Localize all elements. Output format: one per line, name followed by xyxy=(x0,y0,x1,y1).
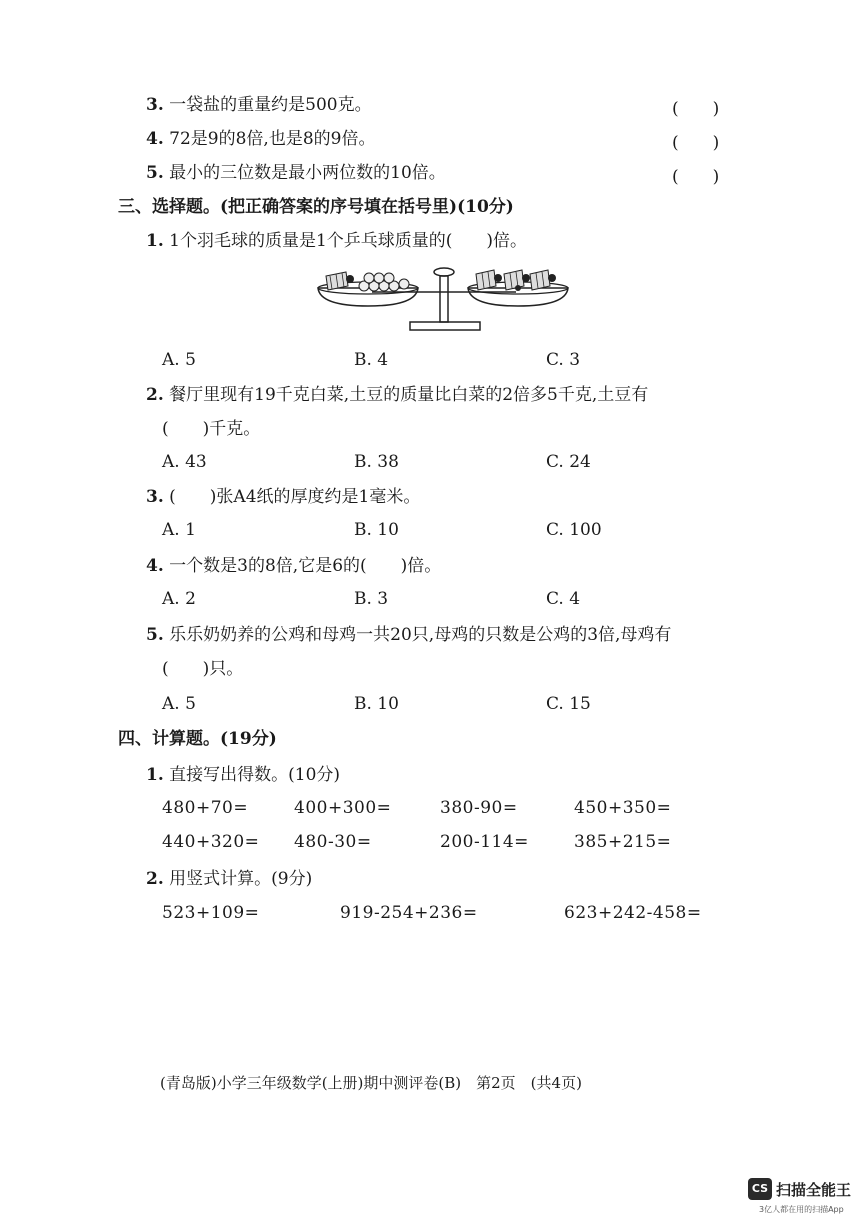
scanner-tagline: 3亿人都在用的扫描App xyxy=(759,1205,844,1214)
question-number: 2. xyxy=(146,385,164,405)
answer-paren[interactable]: ( ) xyxy=(672,133,720,153)
option-c[interactable]: C. 24 xyxy=(546,452,591,472)
question-text: 一个数是3的8倍,它是6的( )倍。 xyxy=(169,556,442,576)
judge-question-5 xyxy=(146,162,446,184)
option-b[interactable]: B. 3 xyxy=(354,589,389,609)
judge-question-3 xyxy=(146,94,372,116)
question-number: 3. xyxy=(146,487,164,507)
vertical-calc-item: 523+109= xyxy=(162,903,260,923)
option-a[interactable]: A. 5 xyxy=(162,694,196,714)
option-c[interactable]: C. 3 xyxy=(546,350,581,370)
section-heading-calc: 四、计算题。(19分) xyxy=(118,729,277,749)
question-number: 1. xyxy=(146,231,164,251)
calc-item: 440+320= xyxy=(162,832,260,852)
choice-question-1 xyxy=(146,230,527,252)
choice-question-3 xyxy=(146,486,420,508)
option-c[interactable]: C. 100 xyxy=(546,520,602,540)
question-text-cont: ( )只。 xyxy=(162,659,244,679)
calc-item: 380-90= xyxy=(440,798,518,818)
question-text: 72是9的8倍,也是8的9倍。 xyxy=(169,129,376,149)
choice-question-5 xyxy=(146,624,671,646)
ping-pong-balls-icon xyxy=(359,273,409,291)
calc-item: 200-114= xyxy=(440,832,529,852)
option-a[interactable]: A. 1 xyxy=(162,520,196,540)
question-number: 1. xyxy=(146,765,164,785)
vertical-calc-item: 623+242-458= xyxy=(564,903,702,923)
question-number: 2. xyxy=(146,869,164,889)
calc-item: 385+215= xyxy=(574,832,672,852)
calc-item: 400+300= xyxy=(294,798,392,818)
option-a[interactable]: A. 2 xyxy=(162,589,196,609)
question-number: 5. xyxy=(146,163,164,183)
option-a[interactable]: A. 5 xyxy=(162,350,196,370)
question-title: 用竖式计算。(9分) xyxy=(169,869,313,889)
question-text: 一袋盐的重量约是500克。 xyxy=(169,95,372,115)
scanner-logo-icon: CS xyxy=(748,1178,772,1200)
option-b[interactable]: B. 4 xyxy=(354,350,389,370)
vertical-calc-item: 919-254+236= xyxy=(340,903,478,923)
option-a[interactable]: A. 43 xyxy=(162,452,207,472)
choice-question-2 xyxy=(146,384,648,406)
page-footer: (青岛版)小学三年级数学(上册)期中测评卷(B) 第2页 (共4页) xyxy=(160,1074,582,1092)
question-text: 最小的三位数是最小两位数的10倍。 xyxy=(169,163,446,183)
answer-paren[interactable]: ( ) xyxy=(672,99,720,119)
scale-base xyxy=(410,322,480,330)
option-b[interactable]: B. 10 xyxy=(354,694,399,714)
scanner-app-name: 扫描全能王 xyxy=(776,1181,852,1199)
question-text: ( )张A4纸的厚度约是1毫米。 xyxy=(169,487,421,507)
calc-item: 450+350= xyxy=(574,798,672,818)
question-text-cont: ( )千克。 xyxy=(162,419,261,439)
option-b[interactable]: B. 10 xyxy=(354,520,399,540)
calc-question-2 xyxy=(146,868,312,890)
question-title: 直接写出得数。(10分) xyxy=(169,765,341,785)
option-c[interactable]: C. 4 xyxy=(546,589,581,609)
scale-post xyxy=(440,276,448,322)
section-heading-choice: 三、选择题。(把正确答案的序号填在括号里)(10分) xyxy=(118,197,514,217)
option-b[interactable]: B. 38 xyxy=(354,452,399,472)
question-number: 3. xyxy=(146,95,164,115)
judge-question-4 xyxy=(146,128,375,150)
scale-pan-left xyxy=(318,288,418,306)
question-text: 乐乐奶奶养的公鸡和母鸡一共20只,母鸡的只数是公鸡的3倍,母鸡有 xyxy=(169,625,672,645)
question-number: 4. xyxy=(146,129,164,149)
balance-scale-illustration xyxy=(312,262,574,336)
question-text: 餐厅里现有19千克白菜,土豆的质量比白菜的2倍多5千克,土豆有 xyxy=(169,385,649,405)
calc-item: 480+70= xyxy=(162,798,249,818)
option-c[interactable]: C. 15 xyxy=(546,694,591,714)
answer-paren[interactable]: ( ) xyxy=(672,167,720,187)
question-text: 1个羽毛球的质量是1个乒乓球质量的( )倍。 xyxy=(169,231,528,251)
calc-item: 480-30= xyxy=(294,832,372,852)
question-number: 4. xyxy=(146,556,164,576)
scale-pointer xyxy=(434,268,454,276)
calc-question-1 xyxy=(146,764,340,786)
question-number: 5. xyxy=(146,625,164,645)
choice-question-4 xyxy=(146,555,441,577)
